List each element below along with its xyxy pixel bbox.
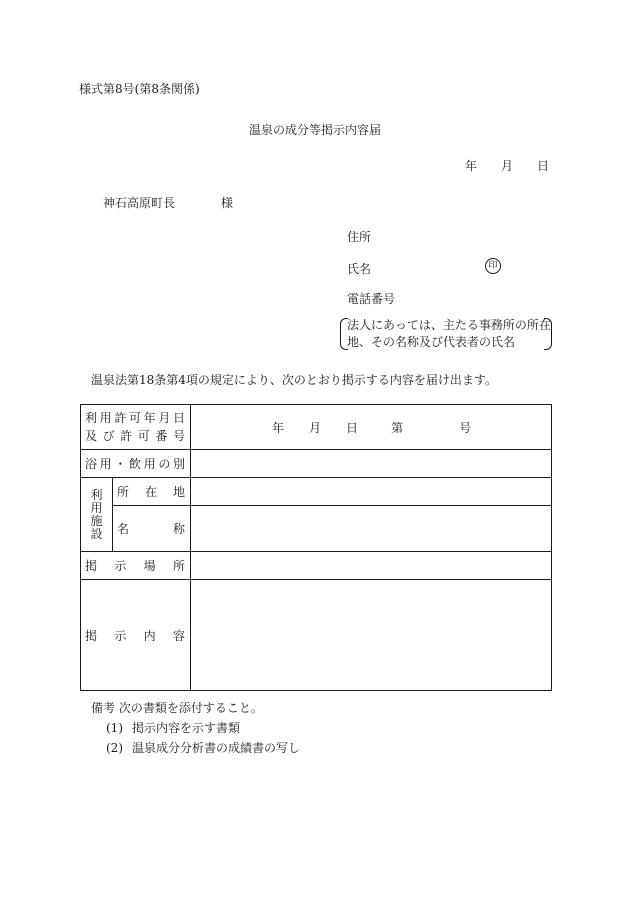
note-item-text: 掲示内容を示す書類 bbox=[132, 721, 241, 735]
form-number: 様式第8号(第8条関係) bbox=[79, 82, 200, 96]
corporation-note-line-2: 地、その名称及び代表者の氏名 bbox=[347, 335, 516, 349]
posting-content-value-cell[interactable] bbox=[191, 580, 552, 691]
location-value-cell[interactable] bbox=[191, 478, 552, 506]
addressee-name: 神石高原町長 bbox=[103, 196, 176, 210]
seal-icon: 印 bbox=[485, 258, 501, 274]
notes-heading: 備考 次の書類を添付すること。 bbox=[91, 701, 263, 715]
use-type-label: 浴用・飲用の別 bbox=[85, 457, 186, 471]
facility-char-4: 設 bbox=[90, 526, 103, 541]
use-type-value-cell[interactable] bbox=[191, 450, 552, 478]
intro-statement: 温泉法第18条第4項の規定により、次のとおり掲示する内容を届け出ます。 bbox=[91, 373, 497, 387]
use-type-label-cell bbox=[81, 450, 191, 478]
permit-month: 月 bbox=[309, 420, 322, 435]
date-day: 日 bbox=[537, 159, 550, 173]
permit-gou: 号 bbox=[459, 420, 472, 435]
phone-label: 電話番号 bbox=[347, 292, 396, 306]
addressee-honorific: 様 bbox=[221, 196, 234, 210]
posting-place-label-cell bbox=[81, 552, 191, 580]
permit-value bbox=[191, 419, 551, 436]
posting-place-row bbox=[81, 552, 552, 580]
facility-group-label bbox=[81, 489, 112, 541]
permit-day: 日 bbox=[346, 420, 359, 435]
permit-year: 年 bbox=[272, 420, 285, 435]
permit-label-line-1: 利用許可年月日 bbox=[85, 411, 186, 425]
permit-value-cell[interactable] bbox=[191, 405, 552, 450]
posting-place-value-cell[interactable] bbox=[191, 552, 552, 580]
facility-char-1: 利 bbox=[90, 487, 103, 502]
facility-name-row bbox=[81, 506, 552, 552]
note-item-number: (1) bbox=[106, 721, 123, 735]
permit-label-line-2: 及び許可番号 bbox=[85, 429, 186, 443]
permit-label-cell bbox=[81, 405, 191, 450]
note-item bbox=[91, 738, 300, 758]
document-title: 温泉の成分等掲示内容届 bbox=[248, 123, 381, 137]
facility-name-value-cell[interactable] bbox=[191, 506, 552, 552]
notification-table bbox=[80, 404, 552, 691]
posting-place-label: 掲示場所 bbox=[85, 559, 186, 573]
location-label: 所在地 bbox=[117, 485, 186, 499]
facility-group-cell bbox=[81, 478, 113, 552]
posting-content-row bbox=[81, 580, 552, 691]
facility-name-label-cell bbox=[113, 506, 191, 552]
location-row bbox=[81, 478, 552, 506]
corporation-note-text bbox=[347, 317, 551, 351]
corporation-note-line-1: 法人にあっては、主たる事務所の所在 bbox=[347, 318, 551, 332]
use-type-row bbox=[81, 450, 552, 478]
date-line bbox=[465, 157, 549, 174]
name-label: 氏名 bbox=[347, 262, 372, 276]
note-item bbox=[91, 718, 300, 738]
date-year: 年 bbox=[465, 159, 478, 173]
facility-char-3: 施 bbox=[90, 513, 103, 528]
permit-row bbox=[81, 405, 552, 450]
address-label: 住所 bbox=[347, 230, 372, 244]
date-month: 月 bbox=[501, 159, 514, 173]
addressee bbox=[103, 194, 233, 211]
location-label-cell bbox=[113, 478, 191, 506]
facility-char-2: 用 bbox=[90, 500, 103, 515]
note-item-number: (2) bbox=[106, 741, 123, 755]
right-bracket bbox=[544, 318, 552, 350]
posting-content-label: 掲示内容 bbox=[85, 628, 186, 643]
permit-dai: 第 bbox=[391, 420, 404, 435]
posting-content-label-cell bbox=[81, 580, 191, 691]
notes bbox=[91, 698, 300, 758]
note-item-text: 温泉成分分析書の成績書の写し bbox=[132, 741, 301, 755]
facility-name-label: 名称 bbox=[117, 522, 186, 536]
corporation-note bbox=[340, 317, 552, 351]
